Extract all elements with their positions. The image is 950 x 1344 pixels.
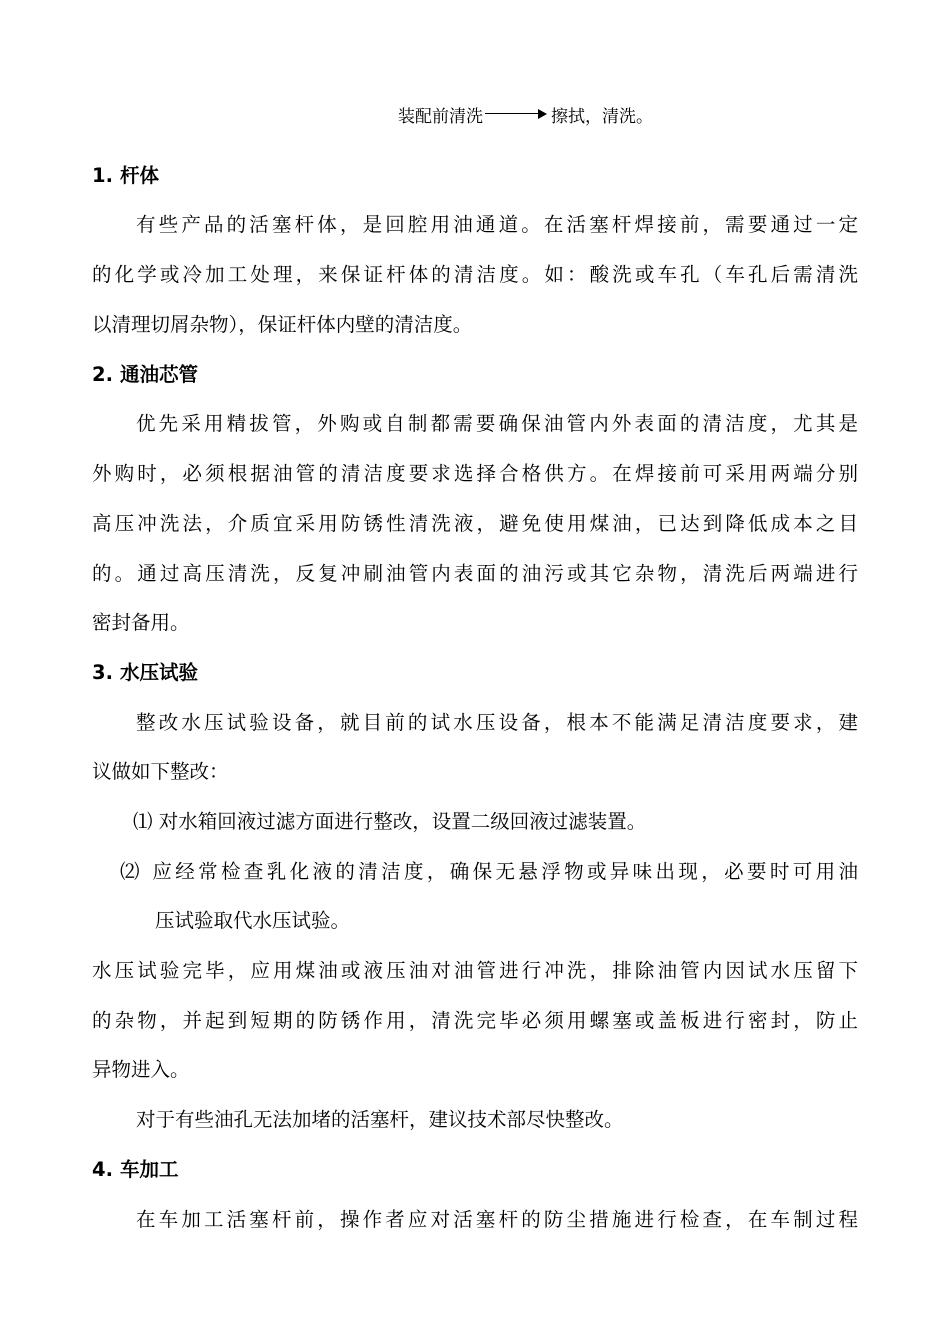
paragraph-line: 的杂物，并起到短期的防锈作用，清洗完毕必须用螺塞或盖板进行密封，防止 [92,1009,858,1032]
paragraph-line: 优先采用精拔管，外购或自制都需要确保油管内外表面的清洁度，尤其是 [136,412,858,435]
list-item-2: ⑵ 应经常检查乳化液的清洁度，确保无悬浮物或异味出现，必要时可用油 [120,860,858,883]
paragraph-line: 的化学或冷加工处理，来保证杆体的清洁度。如：酸洗或车孔（车孔后需清洗 [92,263,858,286]
section-heading-3 [92,658,858,688]
paragraph-line: 整改水压试验设备，就目前的试水压设备，根本不能满足清洁度要求，建 [136,711,858,734]
right-arrow-icon [485,107,547,121]
paragraph-line: 以清理切屑杂物），保证杆体内壁的清洁度。 [92,313,473,336]
paragraph-line: 水压试验完毕，应用煤油或液压油对油管进行冲洗，排除油管内因试水压留下 [92,959,858,982]
section-number: 3. [92,661,113,684]
section-number: 2. [92,363,113,386]
cleaning-flow [398,101,653,127]
section-heading-1 [92,161,858,191]
paragraph-line: 的。通过高压清洗，反复冲刷油管内表面的油污或其它杂物，清洗后两端进行 [92,562,858,585]
section-heading-4 [92,1155,858,1185]
section-number: 4. [92,1158,113,1181]
paragraph-line: 异物进入。 [92,1058,190,1081]
paragraph-line: 密封备用。 [92,611,190,634]
paragraph-line: 外购时，必须根据油管的清洁度要求选择合格供方。在焊接前可采用两端分别 [92,462,858,485]
section-heading-2 [92,360,858,390]
paragraph-line: 在车加工活塞杆前，操作者应对活塞杆的防尘措施进行检查，在车制过程 [136,1208,858,1231]
paragraph-line: 高压冲洗法，介质宜采用防锈性清洗液，避免使用煤油，已达到降低成本之目 [92,512,858,535]
section-title: 水压试验 [120,661,199,684]
flow-to-text: 擦拭，清洗。 [551,106,653,127]
paragraph-line: 对于有些油孔无法加堵的活塞杆，建议技术部尽快整改。 [136,1108,624,1131]
flow-from-text: 装配前清洗 [398,106,483,127]
section-title: 杆体 [120,164,160,187]
section-title: 通油芯管 [120,363,199,386]
section-number: 1. [92,164,113,187]
paragraph-line: 议做如下整改： [92,760,229,783]
list-item-1: ⑴ 对水箱回液过滤方面进行整改，设置二级回液过滤装置。 [133,810,647,833]
list-item-2-continued: 压试验取代水压试验。 [155,909,351,932]
section-title: 车加工 [120,1158,179,1181]
paragraph-line: 有些产品的活塞杆体，是回腔用油通道。在活塞杆焊接前，需要通过一定 [136,213,858,236]
